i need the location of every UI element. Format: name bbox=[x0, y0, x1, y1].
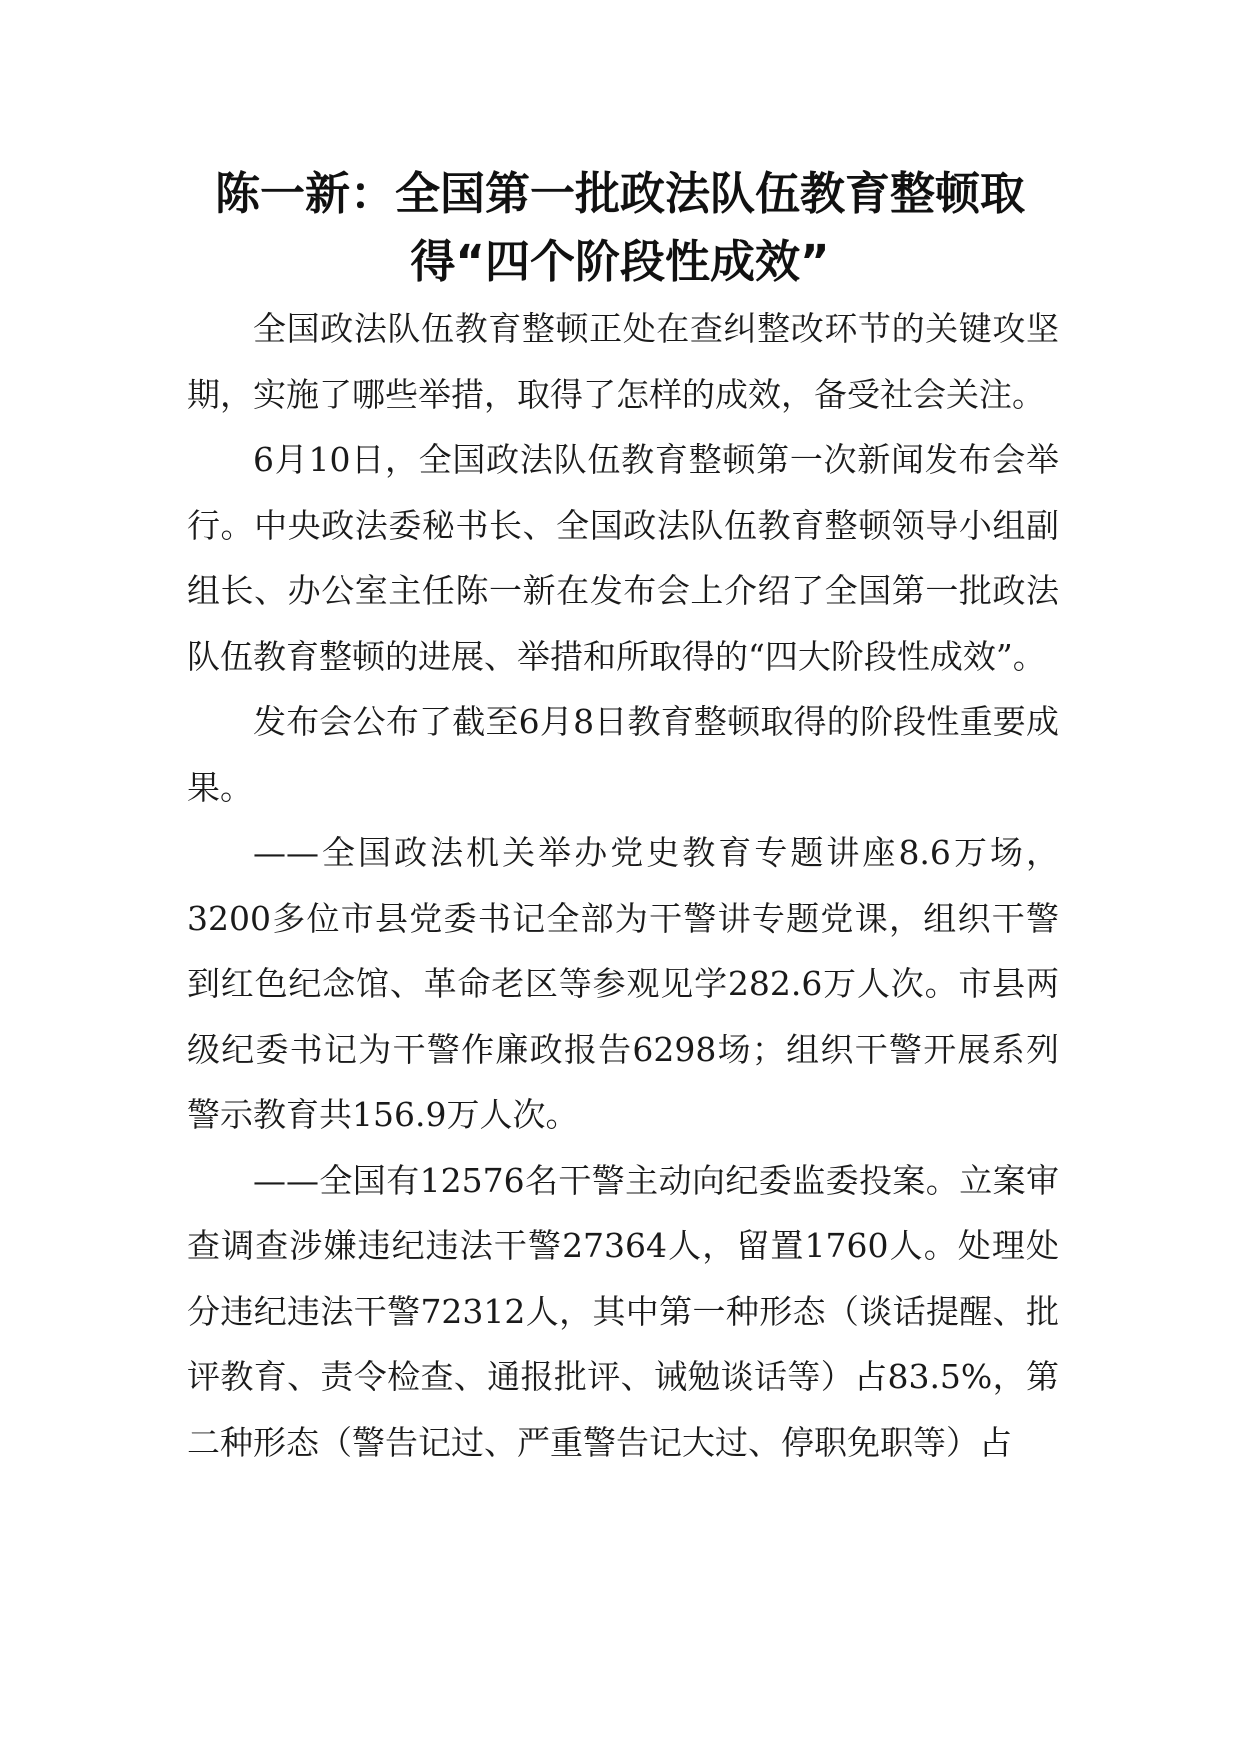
document-title: 陈一新：全国第一批政法队伍教育整顿取得“四个阶段性成效” bbox=[214, 167, 1025, 288]
document-body bbox=[187, 296, 1059, 1475]
paragraph-education-results: ——全国政法机关举办党史教育专题讲座8.6万场，3200多位市县党委书记全部为干警讲专题党课，组织干警到红色纪念馆、革命老区等参观见学282.6万人次。市县两级纪委书记为干警作廉政报告6298场；组织干警开展系列警示教育共156.9万人次。 bbox=[187, 833, 1059, 1134]
paragraph-press-conference: 6月10日，全国政法队伍教育整顿第一次新闻发布会举行。中央政法委秘书长、全国政法队伍教育整顿领导小组副组长、办公室主任陈一新在发布会上介绍了全国第一批政法队伍教育整顿的进展、举措和所取得的“四大阶段性成效”。 bbox=[187, 440, 1059, 676]
paragraph-results-summary: 发布会公布了截至6月8日教育整顿取得的阶段性重要成果。 bbox=[187, 702, 1059, 807]
paragraph-intro: 全国政法队伍教育整顿正处在查纠整改环节的关键攻坚期，实施了哪些举措，取得了怎样的成效，备受社会关注。 bbox=[187, 309, 1059, 414]
paragraph-discipline-results: ——全国有12576名干警主动向纪委监委投案。立案审查调查涉嫌违纪违法干警27364人，留置1760人。处理处分违纪违法干警72312人，其中第一种形态（谈话提醒、批评教育、责令检查、通报批评、诫勉谈话等）占83.5%，第二种形态（警告记过、严重警告记大过、停职免职等）占 bbox=[187, 1160, 1059, 1462]
